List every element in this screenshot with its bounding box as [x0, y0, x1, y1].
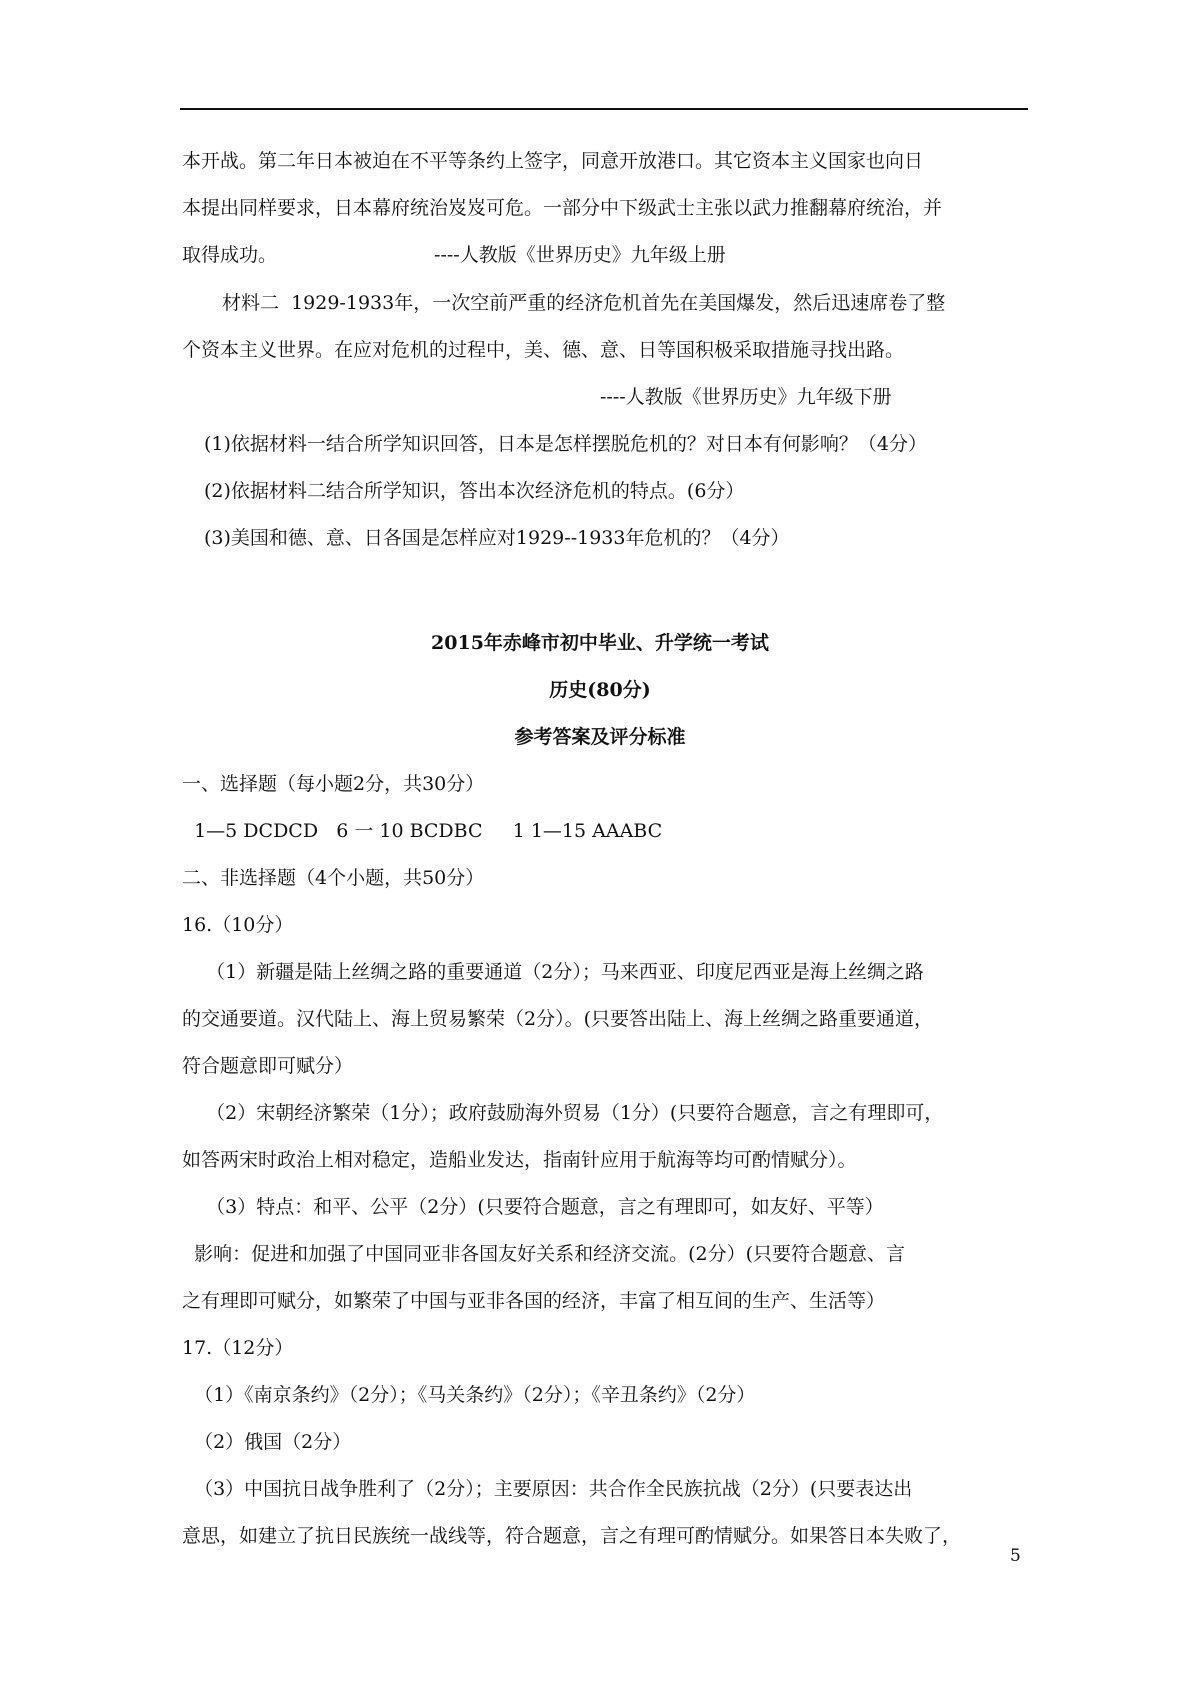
text-line: 本开战。第二年日本被迫在不平等条约上签字，同意开放港口。其它资本主义国家也向日	[182, 150, 924, 172]
answer-line: 1—5 DCDCD 6 一 10 BCDBC 1 1—15 AAABC	[182, 820, 663, 842]
source-citation: ----人教版《世界历史》九年级下册	[600, 386, 892, 408]
header-rule	[180, 108, 1028, 110]
section-heading: 一、选择题（每小题2分，共30分）	[182, 773, 485, 795]
question-item: (3)美国和德、意、日各国是怎样应对1929--1933年危机的？（4分）	[204, 527, 790, 549]
question-item: (2)依据材料二结合所学知识，答出本次经济危机的特点。(6分）	[204, 480, 745, 502]
answer-line: （3）特点：和平、公平（2分）(只要符合题意，言之有理即可，如友好、平等）	[182, 1196, 884, 1218]
text-line: 材料二 1929-1933年，一次空前严重的经济危机首先在美国爆发，然后迅速席卷了整	[222, 292, 946, 314]
text-line: 本提出同样要求，日本幕府统治岌岌可危。一部分中下级武士主张以武力推翻幕府统治，并	[182, 197, 943, 219]
answer-line: （3）中国抗日战争胜利了（2分）；主要原因：共合作全民族抗战（2分）(只要表达出	[182, 1478, 913, 1500]
exam-title: 2015年赤峰市初中毕业、升学统一考试	[431, 632, 769, 654]
answer-line: 如答两宋时政治上相对稳定，造船业发达，指南针应用于航海等均可酌情赋分）。	[182, 1149, 857, 1171]
answer-line: 意思，如建立了抗日民族统一战线等，符合题意，言之有理可酌情赋分。如果答日本失败了，	[182, 1525, 962, 1547]
text-line: 个资本主义世界。在应对危机的过程中，美、德、意、日等国积极采取措施寻找出路。	[182, 339, 905, 361]
section-heading: 二、非选择题（4个小题，共50分）	[182, 867, 485, 889]
answer-line: 影响：促进和加强了中国同亚非各国友好关系和经济交流。(2分）(只要符合题意、言	[182, 1243, 905, 1265]
answer-line: （1）新疆是陆上丝绸之路的重要通道（2分）；马来西亚、印度尼西亚是海上丝绸之路	[182, 961, 924, 983]
exam-subject: 历史(80分)	[549, 679, 651, 701]
answer-line: （1）《南京条约》（2分）；《马关条约》（2分）；《辛丑条约》（2分）	[182, 1384, 756, 1406]
answer-line: 的交通要道。汉代陆上、海上贸易繁荣（2分）。(只要答出陆上、海上丝绸之路重要通道，	[182, 1008, 934, 1030]
answer-line: （2）俄国（2分）	[182, 1431, 352, 1453]
question-item: (1)依据材料一结合所学知识回答，日本是怎样摆脱危机的？对日本有何影响？（4分）	[204, 433, 928, 455]
question-number: 16.（10分）	[182, 914, 294, 936]
text-line: 取得成功。 ----人教版《世界历史》九年级上册	[182, 244, 726, 266]
answer-line: 之有理即可赋分，如繁荣了中国与亚非各国的经济，丰富了相互间的生产、生活等）	[182, 1290, 886, 1312]
answer-line: （2）宋朝经济繁荣（1分）；政府鼓励海外贸易（1分）(只要符合题意，言之有理即可，	[182, 1102, 944, 1124]
page-number: 5	[1010, 1546, 1021, 1566]
answer-key-heading: 参考答案及评分标准	[514, 726, 686, 748]
question-number: 17.（12分）	[182, 1337, 294, 1359]
answer-line: 符合题意即可赋分）	[182, 1055, 354, 1077]
